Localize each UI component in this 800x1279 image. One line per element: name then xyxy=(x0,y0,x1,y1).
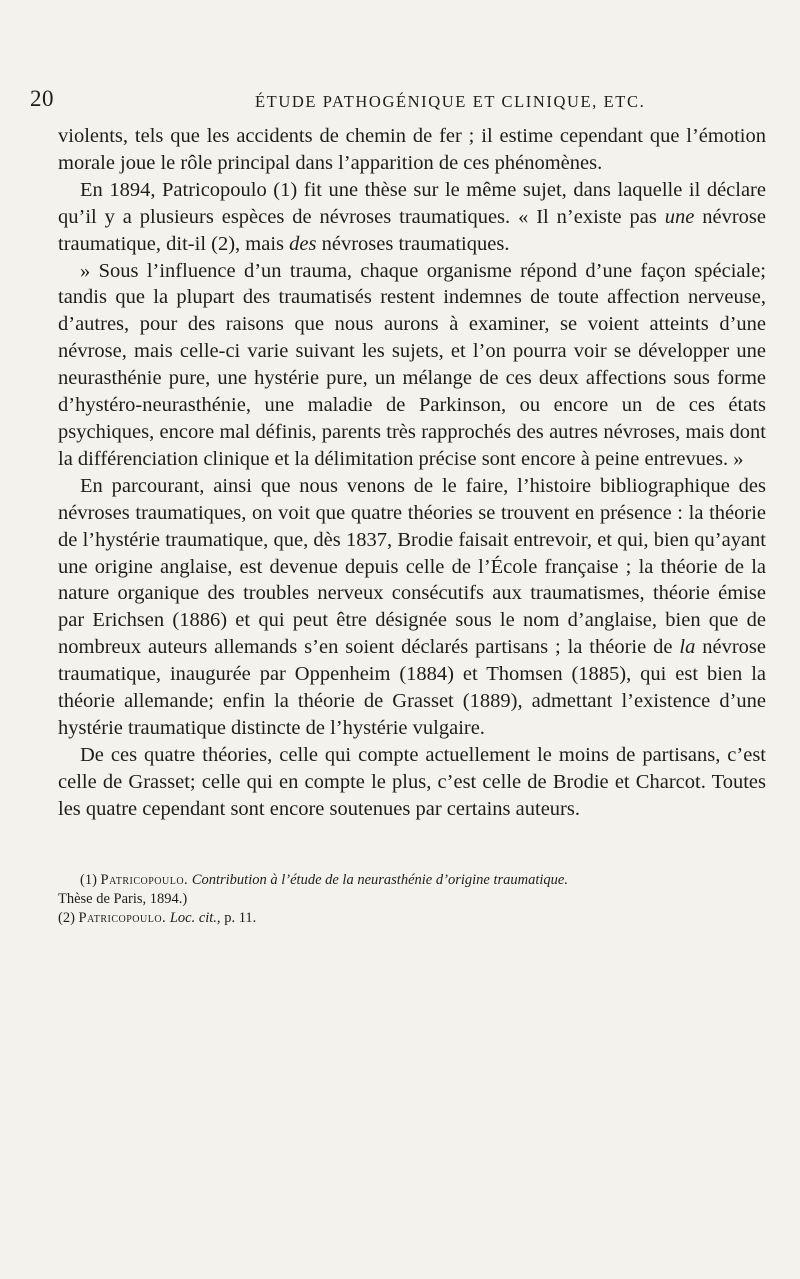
paragraph-2-part-b: névrose traumatique, dit-il (2), mais xyxy=(58,205,766,255)
footnote-2 xyxy=(58,909,766,928)
paragraph-2-emphasis-une: une xyxy=(664,205,695,228)
footnote-2-page: p. 11. xyxy=(220,909,257,926)
paragraph-2-part-c: névroses traumatiques. xyxy=(316,232,510,255)
paragraph-2-emphasis-des: des xyxy=(289,232,317,255)
footnote-1 xyxy=(58,871,766,890)
page-number: 20 xyxy=(30,86,54,111)
paragraph-5: De ces quatre théories, celle qui compte actuellement le moins de partisans, c’est celle de Grasset; celle qui en compte le plus, c’est celle de Brodie et Charcot. Toutes les quatre cependant sont encore soutenues par certains auteurs. xyxy=(58,743,766,820)
footnote-2-title: Loc. cit., xyxy=(166,909,221,926)
paragraph-2-part-a: En 1894, Patricopoulo (1) fit une thèse sur le même sujet, dans laquelle il déclare qu’il y a plusieurs espèces de névroses traumatiques. « Il n’existe pas xyxy=(58,178,766,228)
paragraph-4-part-b: névrose traumatique, inaugurée par Oppenheim (1884) et Thomsen (1885), qui est bien la théorie allemande; enfin la théorie de Grasset (1889), admettant l’existence d’une hystérie traumatique distincte de l’hystérie vulgaire. xyxy=(58,636,766,739)
footnotes xyxy=(58,871,766,928)
paragraph-2 xyxy=(58,177,766,258)
footnote-1-marker: (1) xyxy=(80,871,101,888)
footnote-2-marker: (2) xyxy=(58,909,79,926)
paragraph-4-emphasis-la: la xyxy=(679,636,696,659)
footnote-1-continuation: Thèse de Paris, 1894.) xyxy=(58,890,188,907)
paragraph-1: violents, tels que les accidents de chemin de fer ; il estime cependant que l’émotion morale joue le rôle principal dans l’apparition de ces phénomènes. xyxy=(58,125,766,174)
footnote-2-author: Patricopoulo. xyxy=(78,909,167,926)
footnote-1-title: Contribution à l’étude de la neurasthénie d’origine traumatique. xyxy=(188,871,568,888)
main-text xyxy=(58,123,766,928)
running-head: ÉTUDE PATHOGÉNIQUE ET CLINIQUE, ETC. xyxy=(255,92,646,111)
paragraph-4-part-a: En parcourant, ainsi que nous venons de le faire, l’histoire bibliographique des névroses traumatiques, on voit que quatre théories se trouvent en présence : la théorie de l’hystérie traumatique, que, dès 1837, Brodie faisait entrevoir, et qui, bien qu’ayant une origine anglaise, est devenue depuis celle de l’École française ; la théorie de la nature organique des troubles nerveux consécutifs aux traumatismes, théorie émise par Erichsen (1886) et qui peut être désignée sous le nom d’anglaise, bien que de nombreux auteurs allemands s’en soient déclarés partisans ; la théorie de xyxy=(58,474,766,659)
paragraph-4 xyxy=(58,473,766,742)
paragraph-3: » Sous l’influence d’un trauma, chaque organisme répond d’une façon spéciale; tandis que la plupart des traumatisés restent indemnes de toute affection nerveuse, d’autres, pour des raisons que nous aurons à examiner, se voient atteints d’une névrose, mais celle-ci varie suivant les sujets, et l’on pourra voir se développer une neurasthénie pure, une hystérie pure, un mélange de ces deux affections sous forme d’hystéro-neurasthénie, une maladie de Parkinson, ou encore un de ces états psychiques, encore mal définis, parents très rapprochés des autres névroses, mais dont la différenciation clinique et la délimitation précise sont encore à peine entrevues. » xyxy=(58,259,766,470)
footnote-1-author: Patricopoulo. xyxy=(100,871,189,888)
